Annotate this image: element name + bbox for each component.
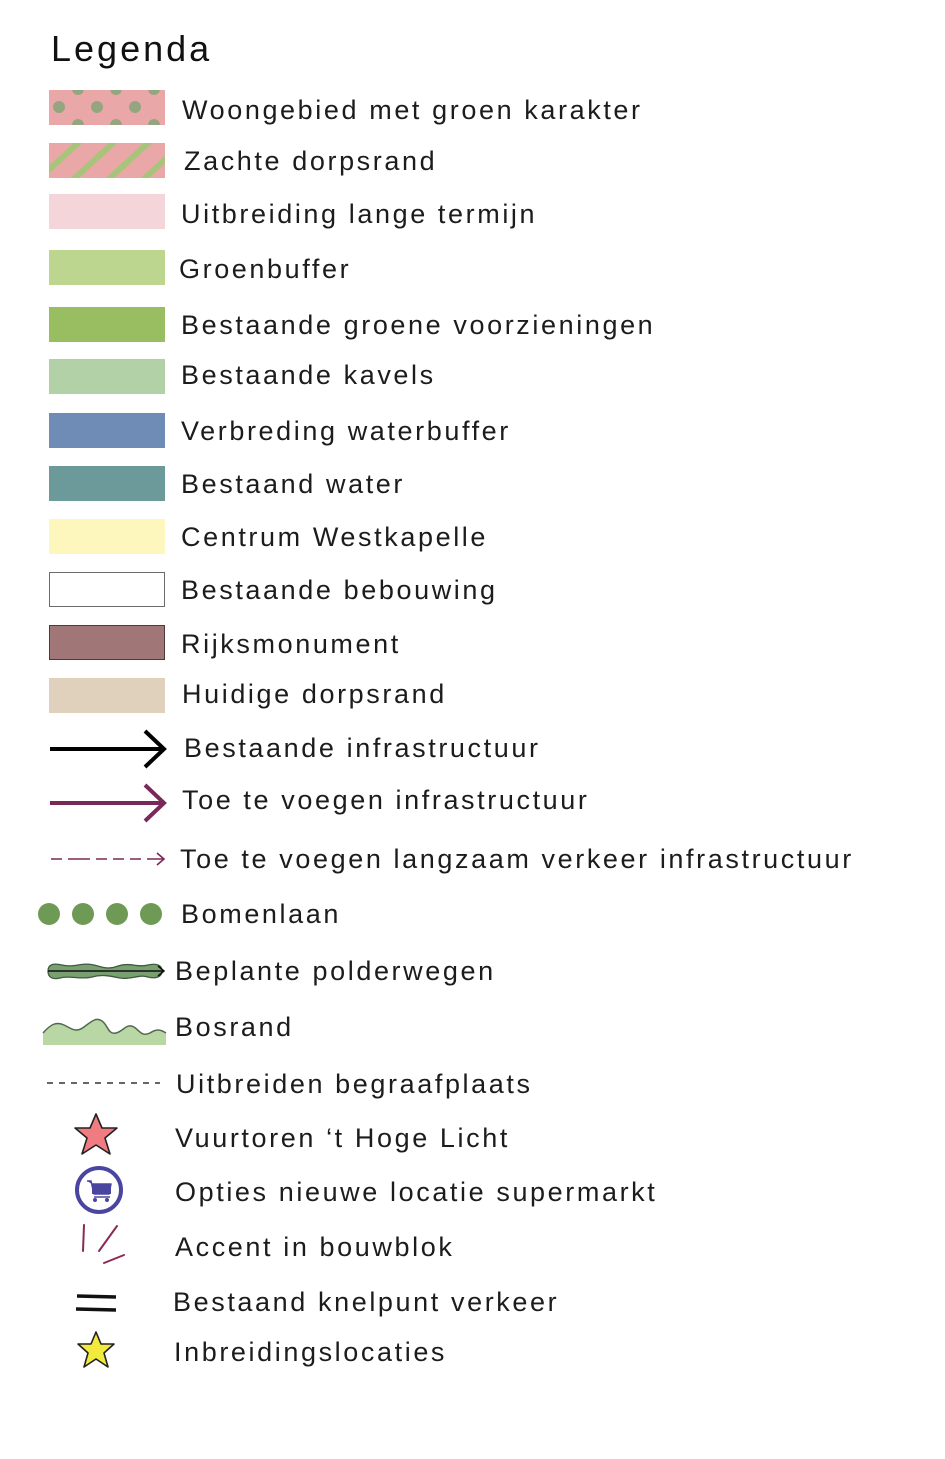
dashed-arrow-icon [48, 847, 170, 871]
legend-label: Rijksmonument [181, 629, 401, 659]
planted-road-icon [44, 959, 170, 985]
legend-item-zachte-dorpsrand [0, 141, 945, 181]
legend-item-huidige-dorpsrand [0, 674, 945, 714]
legend-item-rijksmonument [0, 624, 945, 664]
legend-item-bestaande-groene-voorzieningen [0, 305, 945, 345]
outlined-swatch-icon [49, 625, 165, 660]
shopping-cart-icon [74, 1164, 126, 1216]
swatch-icon [49, 250, 165, 285]
legend-label: Bomenlaan [181, 899, 341, 929]
legend-label: Accent in bouwblok [175, 1232, 455, 1262]
legend-label: Bestaand water [181, 469, 406, 499]
legend-label: Centrum Westkapelle [181, 522, 489, 552]
legend-label: Bestaande groene voorzieningen [181, 310, 656, 340]
legend-item-toe-te-voegen-infrastructuur [0, 780, 945, 820]
legend-label: Verbreding waterbuffer [181, 416, 511, 446]
arrow-right-icon [48, 782, 170, 824]
infill-star-icon [74, 1330, 118, 1372]
swatch-icon [49, 307, 165, 342]
legend-item-bomenlaan [0, 894, 945, 934]
legend-item-bestaande-kavels [0, 355, 945, 395]
legend-label: Bestaande bebouwing [181, 575, 498, 605]
double-bar-icon [74, 1290, 120, 1316]
legend-label: Woongebied met groen karakter [182, 95, 643, 125]
legend-label: Zachte dorpsrand [184, 146, 438, 176]
legend-label: Bestaande infrastructuur [184, 733, 541, 763]
swatch-icon [49, 678, 165, 713]
legend-label: Beplante polderwegen [175, 956, 496, 986]
dotted-swatch-icon [49, 90, 166, 127]
legend-item-knelpunt-verkeer [0, 1282, 945, 1322]
legend-label: Uitbreiding lange termijn [181, 199, 538, 229]
legend-item-groenbuffer [0, 249, 945, 289]
legend-item-verbreding-waterbuffer [0, 411, 945, 451]
legend-label: Toe te voegen langzaam verkeer infrastructuur [180, 844, 854, 874]
legend-label: Uitbreiden begraafplaats [176, 1069, 533, 1099]
legend-item-supermarkt [0, 1172, 945, 1212]
legend-item-woongebied [0, 90, 945, 130]
striped-swatch-icon [49, 143, 166, 180]
swatch-icon [49, 413, 165, 448]
legend-item-vuurtoren [0, 1118, 945, 1158]
arrow-right-icon [48, 728, 170, 770]
swatch-icon [49, 359, 165, 394]
legend-title: Legenda [51, 28, 213, 69]
legend-item-bestaande-bebouwing [0, 570, 945, 610]
legend-label: Huidige dorpsrand [182, 679, 447, 709]
legend-item-bosrand [0, 1007, 945, 1047]
legend-item-centrum-westkapelle [0, 517, 945, 557]
legend-item-beplante-polderwegen [0, 951, 945, 991]
swatch-icon [49, 519, 165, 554]
legend-label: Bosrand [175, 1012, 294, 1042]
legend-item-bestaande-infrastructuur [0, 728, 945, 768]
accent-rays-icon [76, 1221, 128, 1269]
forest-edge-icon [42, 1015, 168, 1047]
legend-item-langzaam-verkeer [0, 839, 945, 879]
legend-label: Bestaande kavels [181, 360, 436, 390]
legend-label: Toe te voegen infrastructuur [182, 785, 590, 815]
legend-label: Opties nieuwe locatie supermarkt [175, 1177, 658, 1207]
legend-item-uitbreiden-begraafplaats [0, 1064, 945, 1104]
lighthouse-star-icon [72, 1112, 120, 1158]
outlined-swatch-icon [49, 572, 165, 607]
legend-label: Vuurtoren ‘t Hoge Licht [175, 1123, 510, 1153]
legend-item-accent-in-bouwblok [0, 1227, 945, 1267]
tree-row-icon [36, 902, 166, 928]
swatch-icon [49, 194, 165, 229]
legend-label: Bestaand knelpunt verkeer [173, 1287, 560, 1317]
legend-label: Groenbuffer [179, 254, 352, 284]
legend-item-inbreidingslocaties [0, 1332, 945, 1372]
legend-item-uitbreiding-lange-termijn [0, 194, 945, 234]
legend-item-bestaand-water [0, 464, 945, 504]
swatch-icon [49, 466, 165, 501]
legend-label: Inbreidingslocaties [174, 1337, 448, 1367]
dashed-line-icon [46, 1078, 162, 1088]
